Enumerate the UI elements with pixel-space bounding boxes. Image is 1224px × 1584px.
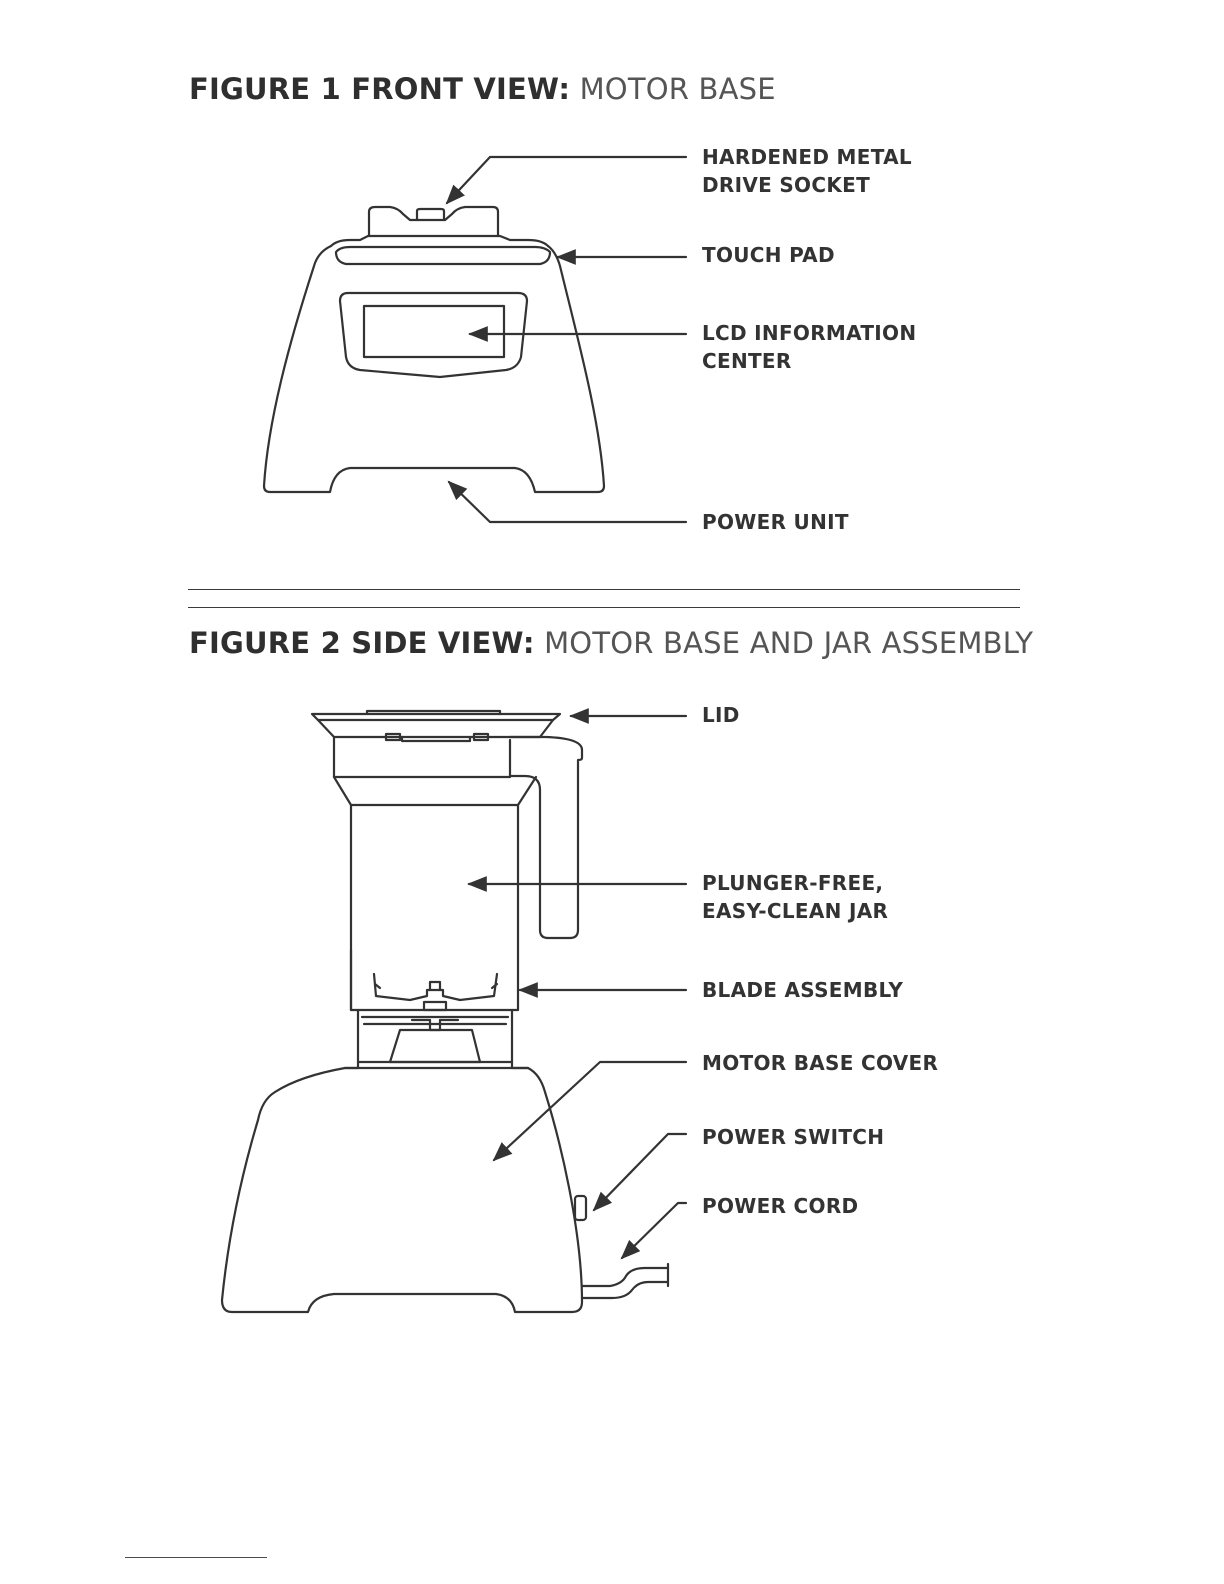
motor-base-side-drawing xyxy=(222,1062,668,1312)
touch-pad-band xyxy=(336,247,550,264)
blade-assembly xyxy=(374,974,497,1000)
callout-line: POWER UNIT xyxy=(702,510,849,534)
jar-body xyxy=(334,777,536,1010)
callout-line: MOTOR BASE COVER xyxy=(702,1051,939,1075)
callout-line: PLUNGER-FREE, xyxy=(702,871,884,895)
lcd-screen xyxy=(364,306,504,357)
callout-line: HARDENED METAL xyxy=(702,145,912,169)
figure-2-title-light: MOTOR BASE AND JAR ASSEMBLY xyxy=(544,626,1034,660)
drive-socket-shape xyxy=(369,207,498,236)
callout-line: LID xyxy=(702,703,740,727)
power-switch-shape xyxy=(575,1196,586,1220)
callout-line: DRIVE SOCKET xyxy=(702,173,871,197)
motor-base-side-outline xyxy=(222,1062,582,1312)
lid-shape xyxy=(312,714,560,720)
callout-line: POWER CORD xyxy=(702,1194,859,1218)
jar-assembly-drawing xyxy=(312,711,582,1062)
jar-handle xyxy=(510,737,582,938)
callout-line: LCD INFORMATION xyxy=(702,321,917,345)
leader-power-cord xyxy=(622,1203,686,1258)
motor-base-front-drawing xyxy=(264,207,604,492)
callout-line: CENTER xyxy=(702,349,792,373)
callout-line: POWER SWITCH xyxy=(702,1125,885,1149)
callout-line: BLADE ASSEMBLY xyxy=(702,978,904,1002)
motor-base-outline xyxy=(264,246,604,492)
figure-1-title-bold: FIGURE 1 FRONT VIEW: xyxy=(189,72,571,106)
figure-1-title-light: MOTOR BASE xyxy=(579,72,776,106)
leader-power-unit xyxy=(449,482,686,522)
leader-power-switch xyxy=(594,1134,686,1210)
footer-rule xyxy=(125,1557,267,1558)
figure-2-title-bold: FIGURE 2 SIDE VIEW: xyxy=(189,626,535,660)
callout-line: EASY-CLEAN JAR xyxy=(702,899,889,923)
leader-drive-socket xyxy=(447,157,686,203)
power-cord-shape xyxy=(582,1268,668,1286)
callout-line: TOUCH PAD xyxy=(702,243,835,267)
